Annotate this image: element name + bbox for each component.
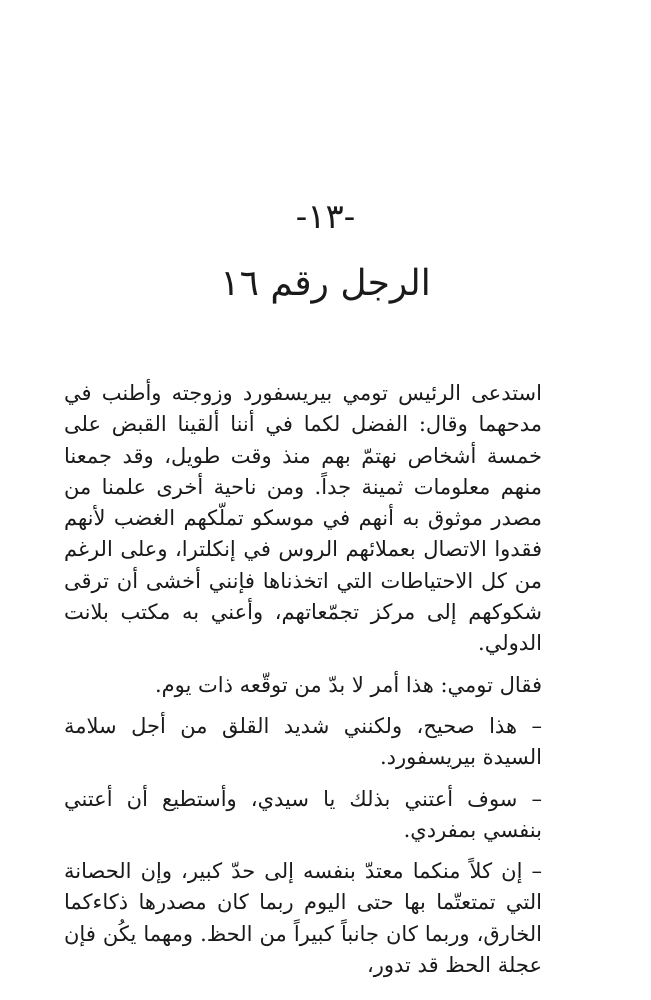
- chapter-body: [64, 378, 542, 991]
- paragraph: – سوف أعتني بذلك يا سيدي، وأستطيع أن أعتني بنفسي بمفردي.: [64, 786, 542, 842]
- paragraph: – هذا صحيح، ولكنني شديد القلق من أجل سلامة السيدة بيريسفورد.: [64, 713, 542, 770]
- paragraph: – إن كلاً منكما معتدّ بنفسه إلى حدّ كبير، وإن الحصانة التي تمتعتّما بها حتى اليوم ربما كان مصدرها ذكاءكما الخارق، وربما كان جانباً كبيراً من الحظ. ومهما يكُن فإن عجلة الحظ قد تدور،: [64, 859, 542, 978]
- paragraph: فقال تومي: هذا أمر لا بدّ من توقّعه ذات يوم.: [154, 672, 542, 697]
- chapter-number: -١٣-: [295, 197, 356, 237]
- chapter-title: الرجل رقم ١٦: [220, 263, 431, 304]
- paragraph: استدعى الرئيس تومي بيريسفورد وزوجته وأطنب في مدحهما وقال: الفضل لكما في أننا ألقينا القبض على خمسة أشخاص نهتمّ بهم منذ وقت طويل، وقد جمعنا منهم معلومات ثمينة جداً. ومن ناحية أخرى علمنا من مصدر موثوق به أنهم في موسكو تملّكهم الغضب لأنهم فقدوا الاتصال بعملائهم الروس في إنكلترا، وعلى الرغم من كل الاحتياطات التي اتخذناها فإنني أخشى أن ترقى شكوكهم إلى مركز تجمّعاتهم، وأعني به مكتب بلانت الدولي.: [64, 381, 542, 656]
